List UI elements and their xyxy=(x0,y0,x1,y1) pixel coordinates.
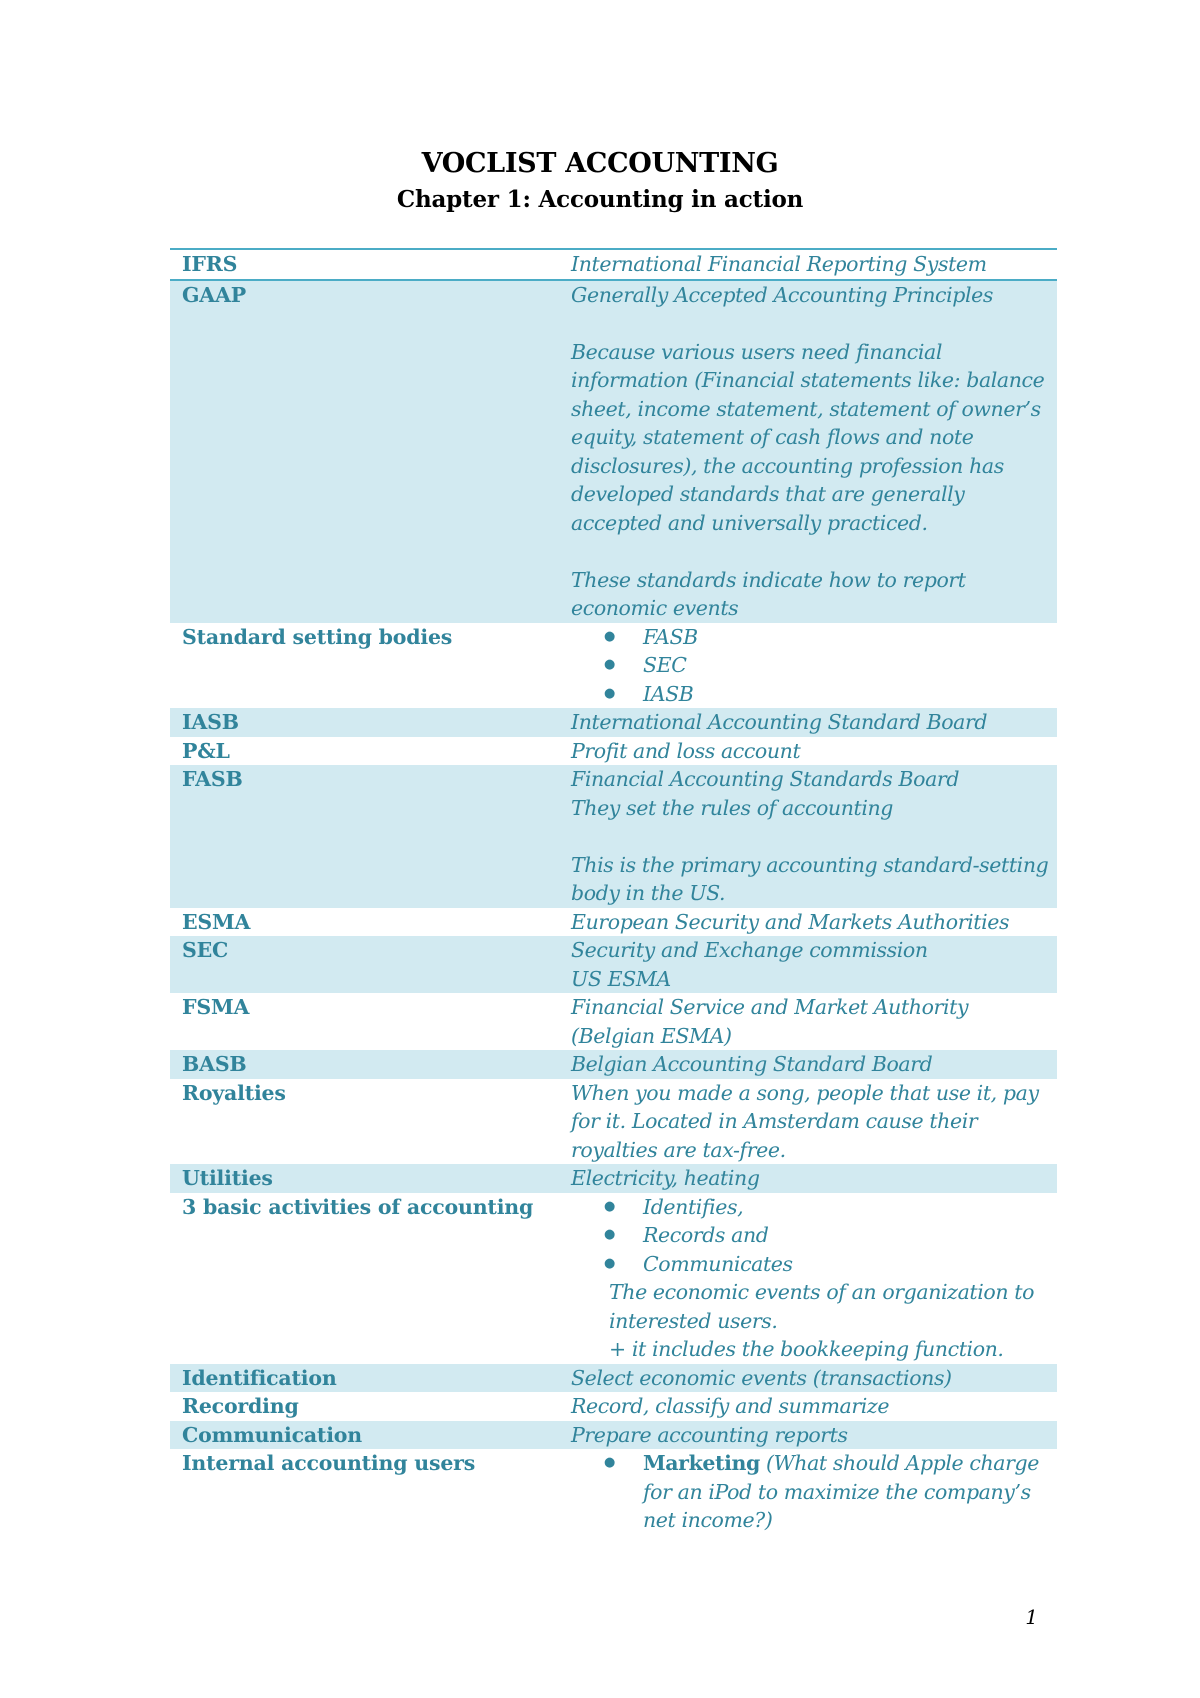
term-cell: Communication xyxy=(182,1422,362,1447)
definition-text: US ESMA xyxy=(571,966,671,991)
term-cell: SEC xyxy=(182,938,229,962)
table-row xyxy=(170,1193,1057,1364)
table-row xyxy=(170,737,1057,766)
term-cell: IFRS xyxy=(182,252,238,276)
table-row xyxy=(170,1079,1057,1165)
term-cell: IASB xyxy=(182,710,239,734)
table-row xyxy=(170,765,1057,908)
definition-cell: Record, classify and summarize xyxy=(571,1394,890,1418)
list-item: ● Identifies, xyxy=(571,1193,1051,1222)
definition-text: Financial Accounting Standards Board xyxy=(571,767,960,791)
table-row xyxy=(170,250,1057,281)
page-number: 1 xyxy=(1025,1605,1038,1629)
bullet-lead-text: Marketing xyxy=(643,1451,760,1475)
definition-cell xyxy=(563,281,1057,623)
definition-cell xyxy=(563,623,1057,709)
term-cell: Internal accounting users xyxy=(182,1451,476,1475)
term-cell: Identification xyxy=(182,1365,337,1390)
definition-text: These standards indicate how to report economic events xyxy=(571,567,966,620)
table-row xyxy=(170,908,1057,937)
list-item: ● Records and xyxy=(571,1221,1051,1250)
definition-cell xyxy=(563,936,1057,993)
definition-text: Generally Accepted Accounting Principles xyxy=(571,282,993,307)
term-cell: ESMA xyxy=(182,909,251,934)
definition-text: Financial Service and Market Authority xyxy=(571,995,969,1019)
bullet-list xyxy=(571,623,1051,709)
table-row xyxy=(170,1449,1057,1535)
term-cell: FSMA xyxy=(182,995,250,1019)
list-item: ● SEC xyxy=(571,651,1051,680)
definition-cell: When you made a song, people that use it, pay for it. Located in Amsterdam cause their royalties are tax-free. xyxy=(571,1080,1039,1162)
table-row xyxy=(170,708,1057,737)
bullet-list xyxy=(571,1193,1051,1279)
chapter-subtitle: Chapter 1: Accounting in action xyxy=(396,186,804,213)
document-title: VOCLIST ACCOUNTING xyxy=(421,148,779,179)
term-cell: Royalties xyxy=(182,1080,286,1105)
definition-cell: Profit and loss account xyxy=(571,738,801,763)
definition-text: Because various users need financial information (Financial statements like: balance sheet, income statement, statement of owner’s equity, statement of cash flows and note disclosures), the accounting profession has developed standards that are generally accepted and universally practiced. xyxy=(571,339,1045,535)
table-row xyxy=(170,281,1057,623)
definition-cell xyxy=(563,993,1057,1050)
term-cell: FASB xyxy=(182,767,243,791)
definition-cell xyxy=(563,1193,1057,1364)
definition-text: (Belgian ESMA) xyxy=(571,1023,732,1048)
table-row xyxy=(170,1364,1057,1393)
definition-text: They set the rules of accounting xyxy=(571,795,894,820)
term-cell: 3 basic activities of accounting xyxy=(182,1194,534,1219)
term-cell: Utilities xyxy=(182,1166,273,1190)
term-cell: GAAP xyxy=(182,282,246,307)
term-cell: Standard setting bodies xyxy=(182,624,453,649)
term-cell: BASB xyxy=(182,1052,247,1076)
term-cell: P&L xyxy=(182,738,230,763)
definition-text: This is the primary accounting standard-setting body in the US. xyxy=(571,852,1049,905)
definition-text: + it includes the bookkeeping function. xyxy=(609,1337,1004,1361)
table-row xyxy=(170,623,1057,709)
vocabulary-table xyxy=(170,248,1057,1535)
bullet-list xyxy=(571,1449,1051,1535)
definition-text: The economic events of an organization to interested users. xyxy=(609,1280,1035,1333)
definition-text: Security and Exchange commission xyxy=(571,938,928,962)
list-item: ● IASB xyxy=(571,680,1051,709)
table-row xyxy=(170,1421,1057,1450)
definition-cell: International Financial Reporting System xyxy=(571,252,987,276)
bullet-rest-text: (What should Apple charge for an iPod to maximize the company’s net income?) xyxy=(643,1451,1039,1532)
definition-cell: Belgian Accounting Standard Board xyxy=(571,1052,933,1076)
table-row xyxy=(170,1050,1057,1079)
table-row xyxy=(170,1392,1057,1421)
list-item: ● FASB xyxy=(571,623,1051,652)
definition-cell xyxy=(563,1449,1057,1535)
definition-cell: Select economic events (transactions) xyxy=(571,1365,952,1390)
definition-cell: European Security and Markets Authorities xyxy=(571,909,1010,934)
table-row xyxy=(170,993,1057,1050)
definition-cell: Prepare accounting reports xyxy=(571,1422,848,1447)
table-row xyxy=(170,936,1057,993)
term-cell: Recording xyxy=(182,1394,299,1418)
list-item xyxy=(571,1449,1051,1535)
list-item: ● Communicates xyxy=(571,1250,1051,1279)
definition-cell xyxy=(563,765,1057,908)
definition-cell: International Accounting Standard Board xyxy=(571,710,988,734)
definition-cell: Electricity, heating xyxy=(571,1166,760,1190)
table-row xyxy=(170,1164,1057,1193)
